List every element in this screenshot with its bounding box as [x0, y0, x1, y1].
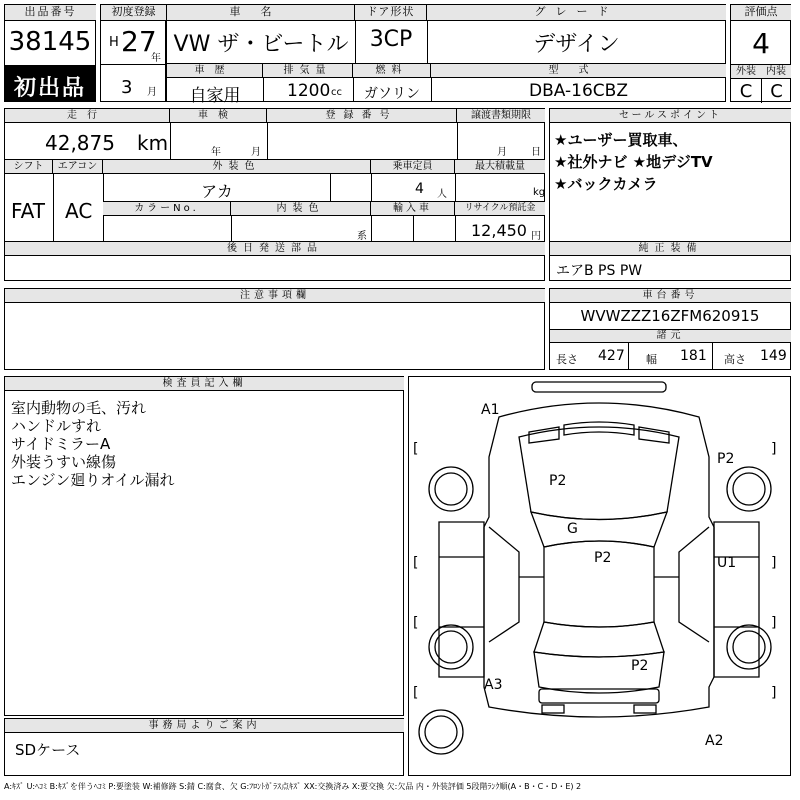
- chassis-label: 車台番号: [550, 289, 791, 303]
- sales-points-label: セールスポイント: [550, 109, 791, 123]
- max-load-unit: kg: [533, 187, 546, 198]
- month-unit: 月: [147, 87, 157, 98]
- era-year: 27: [121, 25, 157, 58]
- office-value: SDケース: [15, 741, 81, 759]
- capacity-unit: 人: [437, 189, 447, 200]
- later-parts-label: 後日発送部品: [5, 242, 545, 256]
- bracket: ]: [771, 555, 777, 571]
- interior-grade: C: [770, 81, 783, 102]
- shift: FAT: [11, 199, 46, 223]
- car-name-label: 車名: [167, 5, 355, 21]
- capacity: 4: [415, 181, 424, 197]
- transfer-month-unit: 月: [497, 147, 507, 158]
- height: 149: [760, 348, 787, 364]
- exterior-label: 外装: [731, 64, 762, 79]
- mileage-label: 走行: [5, 109, 170, 123]
- first-listing-label: 初出品: [13, 76, 86, 101]
- later-parts-section: [4, 241, 545, 281]
- color: アカ: [201, 182, 233, 201]
- inspector-line: ハンドルすれ: [11, 417, 102, 435]
- sales-point-line: ★社外ナビ ★地デジTV: [554, 153, 713, 171]
- displacement-label: 排気量: [263, 64, 353, 78]
- history-label: 車歴: [167, 64, 263, 78]
- ac: AC: [65, 199, 93, 223]
- grade-label: グレード: [427, 5, 726, 21]
- lot-number-label: 出品番号: [5, 5, 96, 21]
- bracket: [: [413, 685, 419, 701]
- transfer-label: 譲渡書類期限: [457, 109, 545, 123]
- bracket: ]: [771, 615, 777, 631]
- import-label: 輸入車: [371, 202, 455, 216]
- inspection-month-unit: 月: [251, 147, 261, 158]
- chassis-number: WVWZZZ16ZFM620915: [580, 307, 760, 325]
- bracket: [: [413, 441, 419, 457]
- car-name: VW ザ・ビートル: [173, 32, 349, 57]
- era-prefix: H: [109, 35, 119, 50]
- damage-mark-p2-hood: P2: [549, 473, 567, 489]
- notes-section: [4, 288, 545, 370]
- damage-mark-a2: A2: [705, 733, 724, 749]
- length: 427: [598, 348, 625, 364]
- fuel: ガソリン: [364, 86, 420, 102]
- height-label: 高さ: [724, 353, 746, 366]
- car-diagram: [409, 377, 790, 775]
- year-unit: 年: [151, 53, 161, 64]
- inspector-line: サイドミラーA: [11, 435, 111, 453]
- specs-section: [4, 108, 545, 242]
- grade: デザイン: [533, 32, 620, 57]
- first-listing-badge: [4, 66, 96, 102]
- displacement: 1200: [287, 81, 331, 101]
- bracket: [: [413, 615, 419, 631]
- header-section: [4, 4, 791, 106]
- mileage: 42,875: [45, 131, 115, 155]
- door-label: ドア形状: [355, 5, 427, 21]
- inspector-line: 室内動物の毛、汚れ: [11, 399, 147, 417]
- first-reg-cell: [100, 4, 166, 102]
- damage-mark-a1: A1: [481, 402, 500, 418]
- score: 4: [752, 27, 770, 60]
- sales-point-line: ★バックカメラ: [554, 175, 658, 193]
- exterior-grade: C: [739, 81, 753, 102]
- inspection-year-unit: 年: [211, 147, 221, 158]
- score-label: 評価点: [731, 5, 791, 21]
- inspector-line: 外装うすい線傷: [11, 453, 117, 471]
- inspector-label: 検査員記入欄: [5, 377, 404, 391]
- damage-mark-p2-right: P2: [717, 451, 735, 467]
- damage-mark-a3: A3: [484, 677, 503, 693]
- interior-color-unit: 系: [357, 231, 367, 242]
- lot-number-cell: [4, 4, 96, 66]
- notes-label: 注意事項欄: [5, 289, 545, 303]
- genuine-equipment-section: [549, 241, 791, 281]
- reg-number-label: 登録番号: [267, 109, 457, 123]
- damage-mark-u1: U1: [717, 555, 737, 571]
- office-section: [4, 718, 404, 776]
- bracket: ]: [771, 441, 777, 457]
- door-type: 3CP: [369, 27, 413, 52]
- first-reg-month: 3: [121, 77, 133, 98]
- damage-mark-p2-roof: P2: [594, 550, 612, 566]
- sales-points-section: [549, 108, 791, 242]
- ac-label: エアコン: [53, 160, 103, 174]
- fuel-label: 燃料: [353, 64, 431, 78]
- recycle-unit: 円: [531, 231, 541, 242]
- bracket: [: [413, 555, 419, 571]
- model-label: 型式: [431, 64, 726, 78]
- genuine-equipment-label: 純正装備: [550, 242, 791, 256]
- color-label: 外装色: [103, 160, 371, 174]
- length-label: 長さ: [556, 353, 578, 366]
- mileage-unit: km: [137, 131, 169, 155]
- dims-label: 諸元: [550, 329, 791, 343]
- damage-mark-p2-trunk: P2: [631, 658, 649, 674]
- score-cell: [730, 4, 791, 102]
- inspector-section: [4, 376, 404, 716]
- recycle-label: リサイクル預託金: [455, 202, 545, 216]
- capacity-label: 乗車定員: [371, 160, 455, 174]
- interior-label: 内装: [761, 64, 791, 79]
- legend: A:ｷｽﾞ U:ﾍｺﾐ B:ｷｽﾞを伴うﾍｺﾐ P:要塗装 W:補修跡 S:錆 C:腐食、欠 G:ﾌﾛﾝﾄｶﾞﾗｽ点ｷｽﾞ XX:交換済み X:要交換 欠:欠品 内・外装評価 5段階ﾗﾝｸ順(A・B・C・D・E) 2: [4, 782, 582, 791]
- model-code: DBA-16CBZ: [529, 81, 628, 101]
- damage-mark-g: G: [567, 521, 578, 537]
- first-reg-label: 初度登録: [101, 5, 166, 21]
- recycle-fee: 12,450: [471, 221, 527, 240]
- lot-number: 38145: [8, 27, 92, 57]
- width-label: 幅: [646, 353, 657, 366]
- displacement-unit: cc: [331, 87, 342, 98]
- width: 181: [680, 348, 707, 364]
- history: 自家用: [189, 86, 241, 106]
- color-no-label: カラーNo.: [103, 202, 231, 216]
- office-label: 事務局よりご案内: [5, 719, 404, 733]
- bracket: ]: [771, 685, 777, 701]
- max-load-label: 最大積載量: [455, 160, 545, 174]
- inspector-line: エンジン廻りオイル漏れ: [11, 471, 175, 489]
- damage-map-section: [408, 376, 791, 776]
- chassis-section: [549, 288, 791, 370]
- car-detail-cell: [166, 63, 726, 106]
- shift-label: シフト: [5, 160, 53, 174]
- interior-color-label: 内装色: [231, 202, 371, 216]
- sales-point-line: ★ユーザー買取車、: [554, 131, 688, 149]
- car-info-cell: [166, 4, 726, 64]
- inspection-label: 車検: [170, 109, 267, 123]
- transfer-day-unit: 日: [531, 147, 541, 158]
- genuine-equipment-value: エアB PS PW: [556, 263, 643, 279]
